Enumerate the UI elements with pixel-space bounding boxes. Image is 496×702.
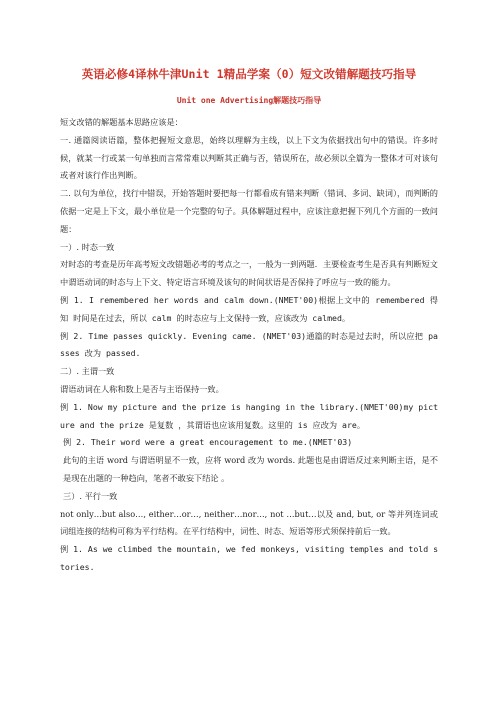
document-subtitle: Unit one Advertising解题技巧指导 xyxy=(176,96,322,105)
paragraph-step-one: 一. 通篇阅读语篇，整体把握短文意思，始终以理解为主线，以上下文为依据找出句中的错误。许多时候，就某一行或某一句单独而言常常难以判断其正确与否，错误所在，故必须以全篇为一整体才可对该句或者对该行作出判断。 xyxy=(60,134,438,181)
section-heading-parallel: 三）. 平行一致 xyxy=(63,490,118,501)
paragraph-parallel-desc: not only…but also…, either…or…, neither…nor…, not …but…以及 and, but, or 等并列连词或词组连接的结构可称为平行结构。在平行结构中，词性、时态、短语等形式须保持前后一致。 xyxy=(60,508,438,537)
paragraph-agreement-desc: 谓语动词在人称和数上是否与主语保持一致。 xyxy=(60,383,224,394)
paragraph-tense-desc: 对时态的考查是历年高考短文改错题必考的考点之一，一般为一到两题．主要检查考生是否具有判断短文中谓语动词的时态与上下文、特定语言环境及该句的时间状语是否保持了呼应与一致的能力。 xyxy=(60,259,438,288)
section-heading-tense: 一）. 时态一致 xyxy=(60,241,115,252)
example-tense-1: 例 1. I remembered her words and calm down.(NMET'00)根据上文中的 remembered 得知 时间是在过去，所以 calm 的时态应与上文保持一致，应该改为 calmed。 xyxy=(60,294,438,323)
example-parallel-1: 例 1. As we climbed the mountain, we fed monkeys, visiting temples and told stories. xyxy=(60,544,438,572)
paragraph-step-two: 二. 以句为单位，找行中错误，开始答题时要把每一行都看成有错来判断（错词、多词、缺词），而判断的依据一定是上下文，最小单位是一个完整的句子。具体解题过程中，应该注意把握下列几个方面的一致问题： xyxy=(60,188,438,234)
paragraph-agreement-note: 此句的主语 word 与谓语明显不一致，应将 word 改为 words. 此题也是由谓语反过来判断主语，是不是现在出题的一种趋向，笔者不敢妄下结论 。 xyxy=(63,455,438,483)
paragraph-intro: 短文改错的解题基本思路应该是： xyxy=(60,117,183,127)
example-agreement-1: 例 1. Now my picture and the prize is hanging in the library.(NMET'00)my picture and the prize 是复数 ，其谓语也应该用复数。这里的 is 应改为 are。 xyxy=(60,401,438,430)
document-title: 英语必修4译林牛津Unit 1精品学案（0）短文改错解题技巧指导 xyxy=(81,67,417,81)
section-heading-agreement: 二）. 主谓一致 xyxy=(60,366,115,377)
example-agreement-2: 例 2. Their word were a great encouragement to me.(NMET'03) xyxy=(63,437,353,448)
example-tense-2: 例 2. Time passes quickly. Evening came. (NMET'03)通篇的时态是过去时，所以应把 passes 改为 passed. xyxy=(60,330,438,359)
